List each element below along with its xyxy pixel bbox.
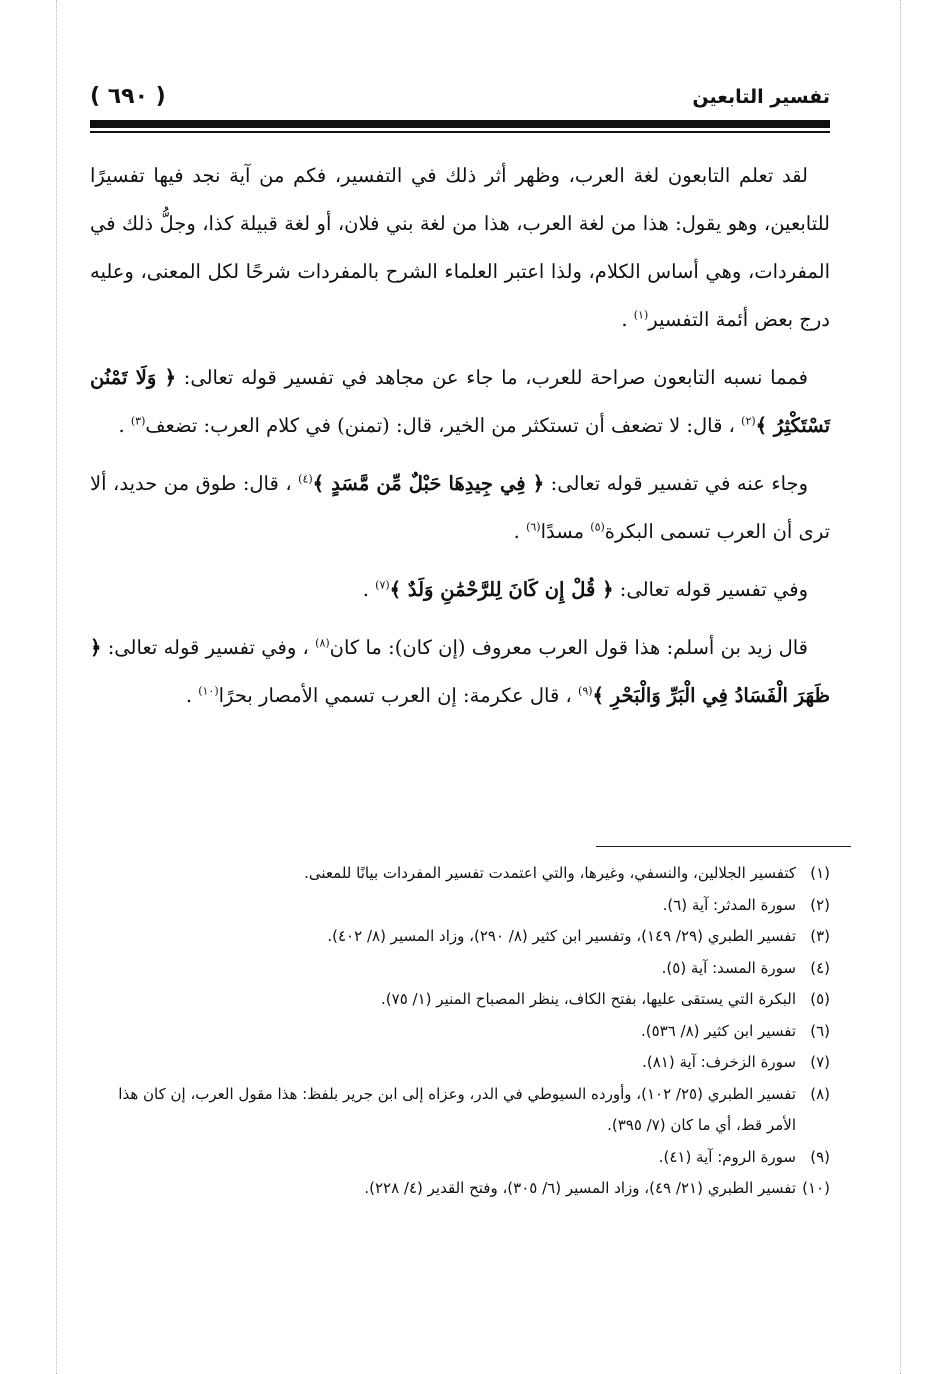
page-number: ( ٦٩٠ ) <box>90 84 166 109</box>
footnote-number: (٧) <box>810 1053 830 1071</box>
footnote-text: تفسير ابن كثير (٨/ ٥٣٦). <box>640 1021 796 1040</box>
footnote-ref: (٢) <box>741 414 756 428</box>
footnote-number: (٣) <box>810 927 830 945</box>
footnote-ref: (٨) <box>315 636 330 650</box>
footnote-text: سورة الزخرف: آية (٨١). <box>642 1053 796 1071</box>
paragraph-text: وفي تفسير قوله تعالى: <box>619 578 808 601</box>
footnote-ref: (٦) <box>526 520 541 534</box>
quran-verse: ﴿ وَلَا تَمْنُن تَسْتَكْثِرُ ﴾ <box>90 366 830 437</box>
footnote-number: (٨) <box>810 1084 830 1103</box>
footnote-number: (٢) <box>810 895 830 914</box>
footnote <box>90 984 830 1016</box>
running-title: تفسير التابعين <box>692 86 830 108</box>
footnote <box>90 890 830 922</box>
paragraph <box>90 354 830 450</box>
paragraph-text: ، قال عكرمة: إن العرب تسمي الأمصار بحرًا <box>218 684 572 707</box>
paragraph-text: . <box>362 578 376 601</box>
paragraph-text: . <box>185 684 199 707</box>
footnote-number: (٦) <box>810 1021 830 1040</box>
footnote <box>90 1173 830 1205</box>
footnote-ref: (٣) <box>130 414 146 428</box>
footnote-ref: (٤) <box>298 472 313 486</box>
footnote-text: سورة المسد: آية (٥). <box>661 958 796 977</box>
footnote-text: سورة المدثر: آية (٦). <box>662 895 796 914</box>
paragraph-text: لقد تعلم التابعون لغة العرب، وظهر أثر ذلك في التفسير، فكم من آية نجد فيها تفسيرًا للتابعين، وهو يقول: هذا من لغة العرب، هذا من لغة بني فلان، أو لغة قبيلة كذا، وجلُّ ذلك في المفردات، وهي أساس الكلام، ولذا اعتبر العلماء الشرح بالمفردات شرحًا لكل المعنى، وعليه درج بعض أئمة التفسير <box>90 164 830 331</box>
footnote <box>90 858 830 890</box>
footnote-ref: (١٠) <box>198 684 219 698</box>
footnote-ref: (١) <box>633 308 649 322</box>
footnote-number: (١) <box>810 864 830 882</box>
footnote <box>90 1142 830 1174</box>
footnote-number: (٥) <box>810 990 830 1008</box>
paragraph <box>90 566 830 614</box>
footnote-ref: (٥) <box>590 520 605 534</box>
footnote <box>90 953 830 985</box>
paragraph-text: مسدًا <box>540 520 591 543</box>
footnote-ref: (٩) <box>578 684 593 698</box>
paragraph-text: . <box>621 308 634 331</box>
footnote-number: (٤) <box>810 958 830 977</box>
footnote-number: (٩) <box>810 1147 830 1166</box>
page-header <box>90 84 830 118</box>
paragraph-text: ، قال: لا تضعف أن تستكثر من الخير، قال: (تمنن) في كلام العرب: تضعف <box>145 414 735 437</box>
footnote-text: سورة الروم: آية (٤١). <box>658 1147 796 1166</box>
footnote-text: تفسير الطبري (٢١/ ٤٩)، وزاد المسير (٦/ ٣٠٥)، وفتح القدير (٤/ ٢٢٨). <box>364 1179 796 1197</box>
paragraph <box>90 460 830 556</box>
footnote-text: تفسير الطبري (٢٩/ ١٤٩)، وتفسير ابن كثير (٨/ ٢٩٠)، وزاد المسير (٨/ ٤٠٢). <box>327 927 796 945</box>
footnote <box>90 1016 830 1048</box>
footnote <box>90 1047 830 1079</box>
paragraph <box>90 152 830 344</box>
footnote-ref: (٧) <box>375 578 390 592</box>
paragraph-text: وجاء عنه في تفسير قوله تعالى: <box>550 472 808 495</box>
footnote-text: تفسير الطبري (٢٥/ ١٠٢)، وأورده السيوطي في الدر، وعزاه إلى ابن جرير بلفظ: هذا مقول العرب، إن كان هذا الأمر قط، أي ما كان (٧/ ٣٩٥). <box>118 1084 796 1134</box>
header-rule-thin <box>90 131 830 133</box>
footnote <box>90 1079 830 1142</box>
header-rule-thick <box>90 120 830 128</box>
footnote-text: البكرة التي يستقى عليها، بفتح الكاف، ينظر المصباح المنير (١/ ٧٥). <box>381 990 796 1008</box>
paragraph-text: قال زيد بن أسلم: هذا قول العرب معروف (إن كان): ما كان <box>329 636 808 659</box>
scan-guide-line <box>56 0 57 1374</box>
scan-guide-line <box>900 0 901 1374</box>
quran-verse: ﴿ فِي جِيدِهَا حَبْلٌ مِّن مَّسَدٍ ﴾ <box>312 472 545 495</box>
paragraph-text: ، قال: طوق من حديد، ألا ترى أن العرب تسمى البكرة <box>90 472 830 543</box>
quran-verse: ﴿ قُلْ إِن كَانَ لِلرَّحْمَٰنِ وَلَدٌ ﴾ <box>389 578 614 601</box>
footnote-text: كتفسير الجلالين، والنسفي، وغيرها، والتي اعتمدت تفسير المفردات بيانًا للمعنى. <box>304 864 796 882</box>
body-text <box>90 152 830 730</box>
paragraph-text: ، وفي تفسير قوله تعالى: <box>107 636 309 659</box>
footnote-number: (١٠) <box>802 1179 830 1197</box>
paragraph-text: . <box>513 520 527 543</box>
quran-verse: ﴿ ظَهَرَ الْفَسَادُ فِي الْبَرِّ وَالْبَحْرِ ﴾ <box>90 636 830 707</box>
paragraph-text: فمما نسبه التابعون صراحة للعرب، ما جاء عن مجاهد في تفسير قوله تعالى: <box>183 366 808 389</box>
paragraph-text: . <box>118 414 131 437</box>
footnote <box>90 921 830 953</box>
footnotes <box>90 858 830 1205</box>
footnote-divider <box>596 846 851 847</box>
paragraph <box>90 624 830 720</box>
